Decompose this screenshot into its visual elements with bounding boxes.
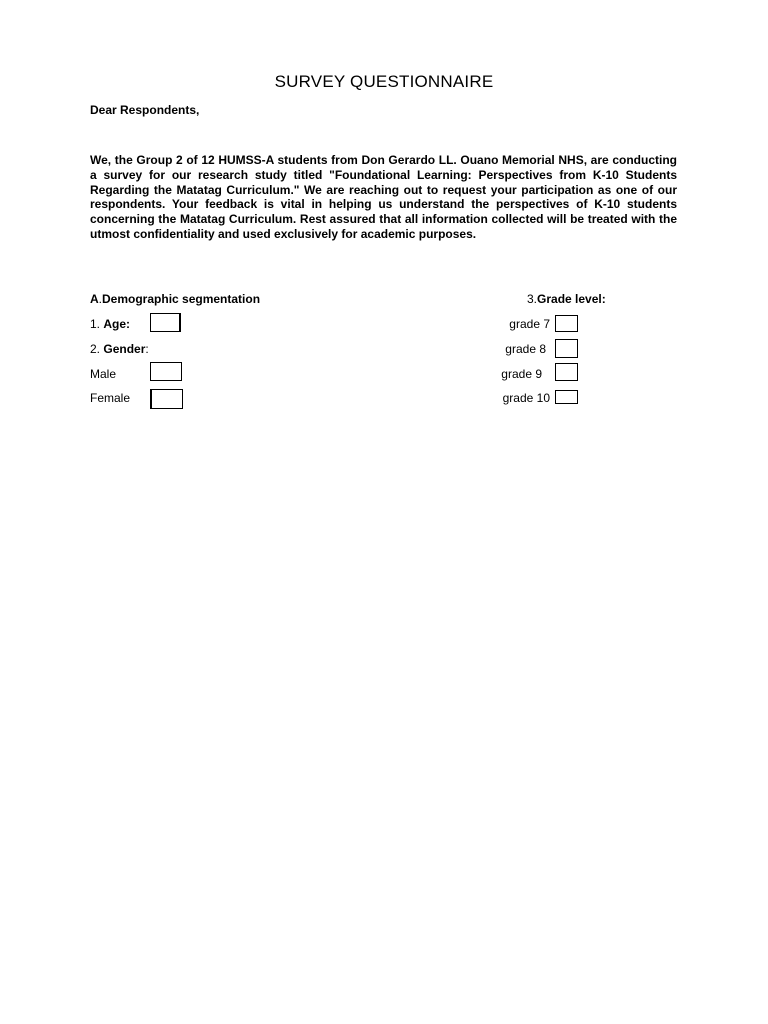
- grade-9-checkbox[interactable]: [555, 363, 578, 381]
- age-label: [90, 317, 130, 331]
- section-a-title: Demographic segmentation: [102, 292, 261, 306]
- section-a-dot: .: [98, 292, 103, 306]
- age-text: Age:: [103, 317, 131, 331]
- grade-9-label: grade 9: [501, 367, 542, 381]
- page-title: SURVEY QUESTIONNAIRE: [274, 72, 494, 91]
- grade-8-label: grade 8: [505, 342, 546, 356]
- age-number: 1.: [90, 317, 101, 331]
- grade-10-label: grade 10: [502, 391, 550, 405]
- gender-text: Gender: [103, 342, 146, 356]
- male-option-label: Male: [90, 367, 117, 381]
- intro-paragraph: We, the Group 2 of 12 HUMSS-A students from Don Gerardo LL. Ouano Memorial NHS, are conducting a survey for our research study titled "Foundational Learning: Perspectives from K-10 Students Regarding the Matatag Curriculum." We are reaching out to request your participation as one of our respondents. Your feedback is vital in helping us understand the perspectives of K-10 students concerning the Matatag Curriculum. Rest assured that all information collected will be treated with the utmost confidentiality and used exclusively for academic purposes.: [90, 153, 677, 241]
- grade-7-label: grade 7: [509, 317, 550, 331]
- salutation: Dear Respondents,: [90, 103, 200, 117]
- male-checkbox[interactable]: [150, 362, 182, 381]
- female-checkbox[interactable]: [150, 389, 183, 409]
- section-a-heading: [90, 292, 260, 306]
- grade-7-checkbox[interactable]: [555, 315, 578, 332]
- grade-8-checkbox[interactable]: [555, 339, 578, 358]
- age-input-box[interactable]: [150, 313, 181, 332]
- grade-10-checkbox[interactable]: [555, 390, 578, 404]
- gender-colon: :: [145, 342, 149, 356]
- grade-level-title: Grade level:: [537, 292, 606, 306]
- gender-number: 2.: [90, 342, 101, 356]
- gender-label: [90, 342, 149, 356]
- grade-level-number: 3.: [527, 292, 538, 306]
- section-a-letter: A: [90, 292, 99, 306]
- grade-level-heading: [527, 292, 606, 306]
- female-option-label: Female: [90, 391, 131, 405]
